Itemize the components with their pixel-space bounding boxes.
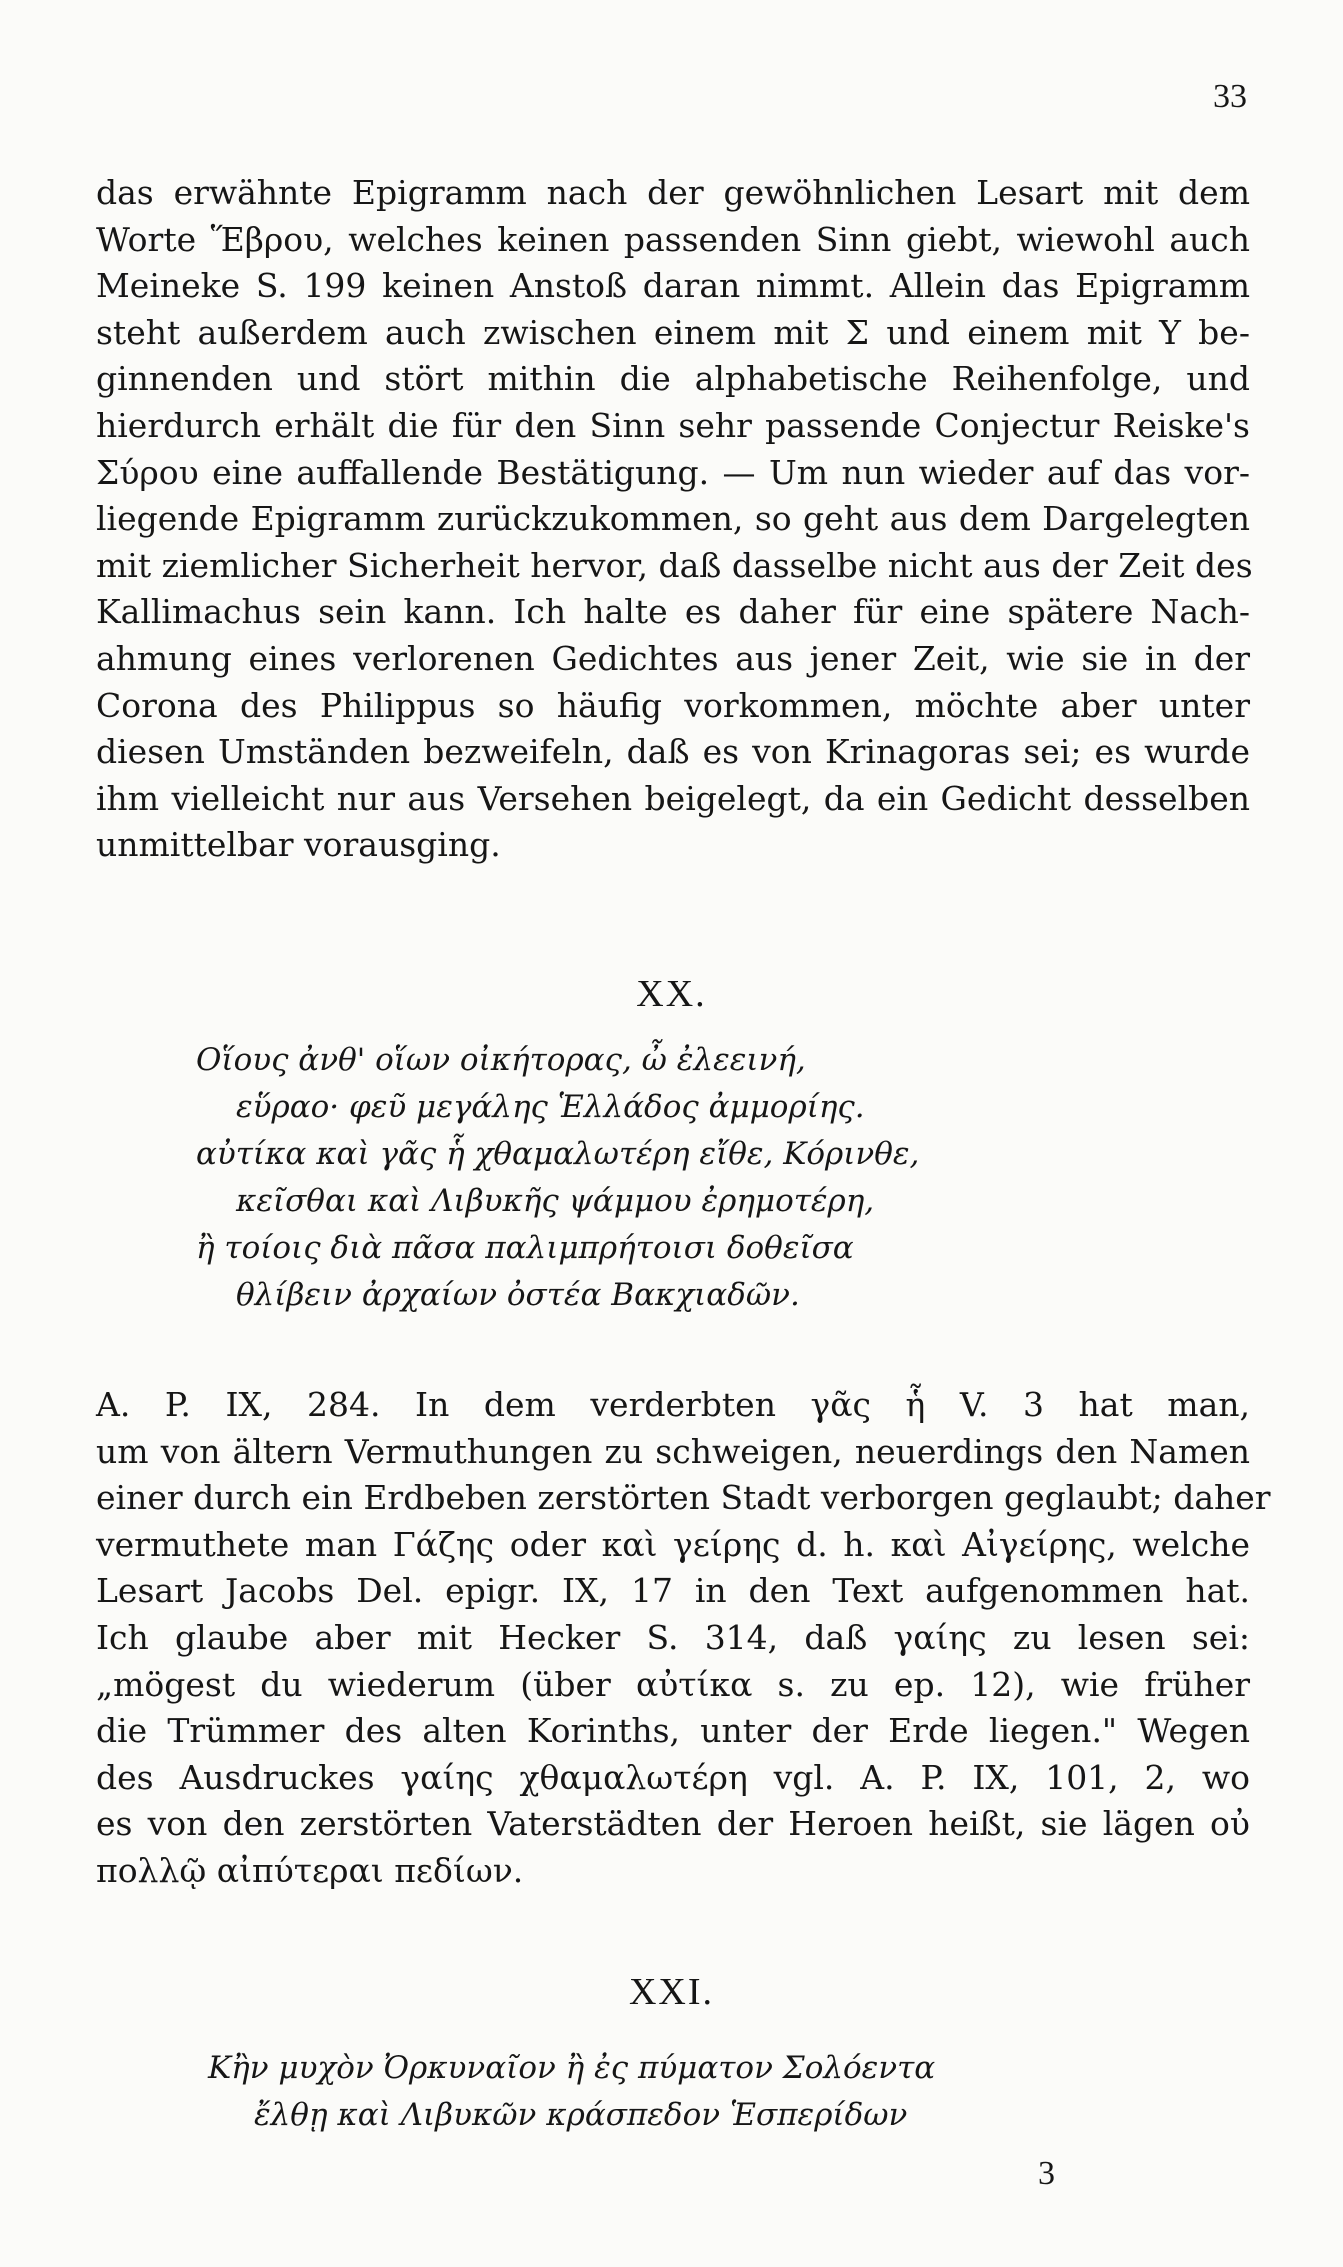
text-line: Meineke S. 199 keinen Anstoß daran nimmt. Allein das Epigramm [96,266,1250,306]
text-line: liegende Epigramm zurückzukommen, so geht aus dem Dargelegten [96,499,1250,539]
text-line: um von ältern Vermuthungen zu schweigen, neuerdings den Namen [96,1431,1250,1471]
paragraph-commentary-1 [96,170,1253,869]
verse-line: ἔλθῃ καὶ Λιβυκῶν κράσπεδον Ἑσπερίδων [254,2097,908,2133]
text-line: steht außerdem auch zwischen einem mit Σ und einem mit Υ be- [96,312,1250,352]
text-line: Worte Ἕβρου, welches keinen passenden Sinn giebt, wiewohl auch [96,219,1250,259]
text-line: πολλῷ αἰπύτεραι πεδίων. [96,1850,524,1890]
verse-line: εὕραο· φεῦ μεγάλης Ἑλλάδος ἀμμορίης. [236,1089,865,1125]
text-line: einer durch ein Erdbeben zerstörten Stadt verborgen geglaubt; daher [96,1478,1271,1518]
signature-mark: 3 [1038,2155,1055,2192]
text-line: ginnenden und stört mithin die alphabetische Reihenfolge, und [96,359,1250,399]
epigram-xxi-verse [0,2045,1343,2139]
text-line: Σύρου eine auffallende Bestätigung. — Um nun wieder auf das vor- [96,452,1250,492]
text-line: ahmung eines verlorenen Gedichtes aus jener Zeit, wie sie in der [96,638,1250,678]
text-line: A. P. IX, 284. In dem verderbten γᾶς ἧ V. 3 hat man, [96,1385,1250,1424]
text-line: es von den zerstörten Vaterstädten der Heroen heißt, sie lägen οὐ [96,1804,1250,1844]
text-line: Kallimachus sein kann. Ich halte es daher für eine spätere Nach- [96,592,1250,632]
section-heading-xxi: XXI. [628,1971,715,2013]
verse-line: κεῖσθαι καὶ Λιβυκῆς ψάμμου ἐρημοτέρη, [236,1183,875,1219]
section-heading-xx: XX. [636,973,707,1015]
verse-line: Κἢν μυχὸν Ὀρκυναῖον ἢ ἐς πύματον Σολόεντα [208,2050,936,2086]
text-line: Ich glaube aber mit Hecker S. 314, daß γαίης zu lesen sei: [96,1617,1250,1657]
paragraph-commentary-2 [96,1382,1271,1895]
text-line: vermuthete man Γάζης oder καὶ γείρης d. h. καὶ Αἰγείρης, welche [96,1524,1250,1564]
verse-line: ἢ τοίοις διὰ πᾶσα παλιμπρήτοισι δοθεῖσα [196,1230,854,1266]
text-line: diesen Umständen bezweifeln, daß es von Krinagoras sei; es wurde [96,732,1250,772]
text-line: die Trümmer des alten Korinths, unter der Erde liegen." Wegen [96,1711,1250,1751]
verse-line: θλίβειν ἀρχαίων ὀστέα Βακχιαδῶν. [236,1277,800,1313]
text-line: ihm vielleicht nur aus Versehen beigelegt, da ein Gedicht desselben [96,778,1250,818]
page-number: 33 [1213,78,1247,115]
epigram-xx-verse [0,1037,1343,1319]
verse-line: Οἵους ἀνθ' οἵων οἰκήτορας, ὦ ἐλεεινή, [196,1042,806,1078]
verse-line: αὐτίκα καὶ γᾶς ἧ χθαμαλωτέρη εἴθε, Κόρινθε, [196,1136,920,1172]
text-line: des Ausdruckes γαίης χθαμαλωτέρη vgl. A. P. IX, 101, 2, wo [96,1757,1250,1797]
text-line: Corona des Philippus so häufig vorkommen, möchte aber unter [96,685,1250,725]
text-line: Lesart Jacobs Del. epigr. IX, 17 in den Text aufgenommen hat. [96,1571,1250,1611]
text-line: „mögest du wiederum (über αὐτίκα s. zu ep. 12), wie früher [96,1664,1250,1704]
text-line: unmittelbar vorausging. [96,825,501,865]
text-line: hierdurch erhält die für den Sinn sehr passende Conjectur Reiske's [96,405,1250,445]
text-line: das erwähnte Epigramm nach der gewöhnlichen Lesart mit dem [96,173,1250,212]
text-line: mit ziemlicher Sicherheit hervor, daß dasselbe nicht aus der Zeit des [96,545,1253,585]
